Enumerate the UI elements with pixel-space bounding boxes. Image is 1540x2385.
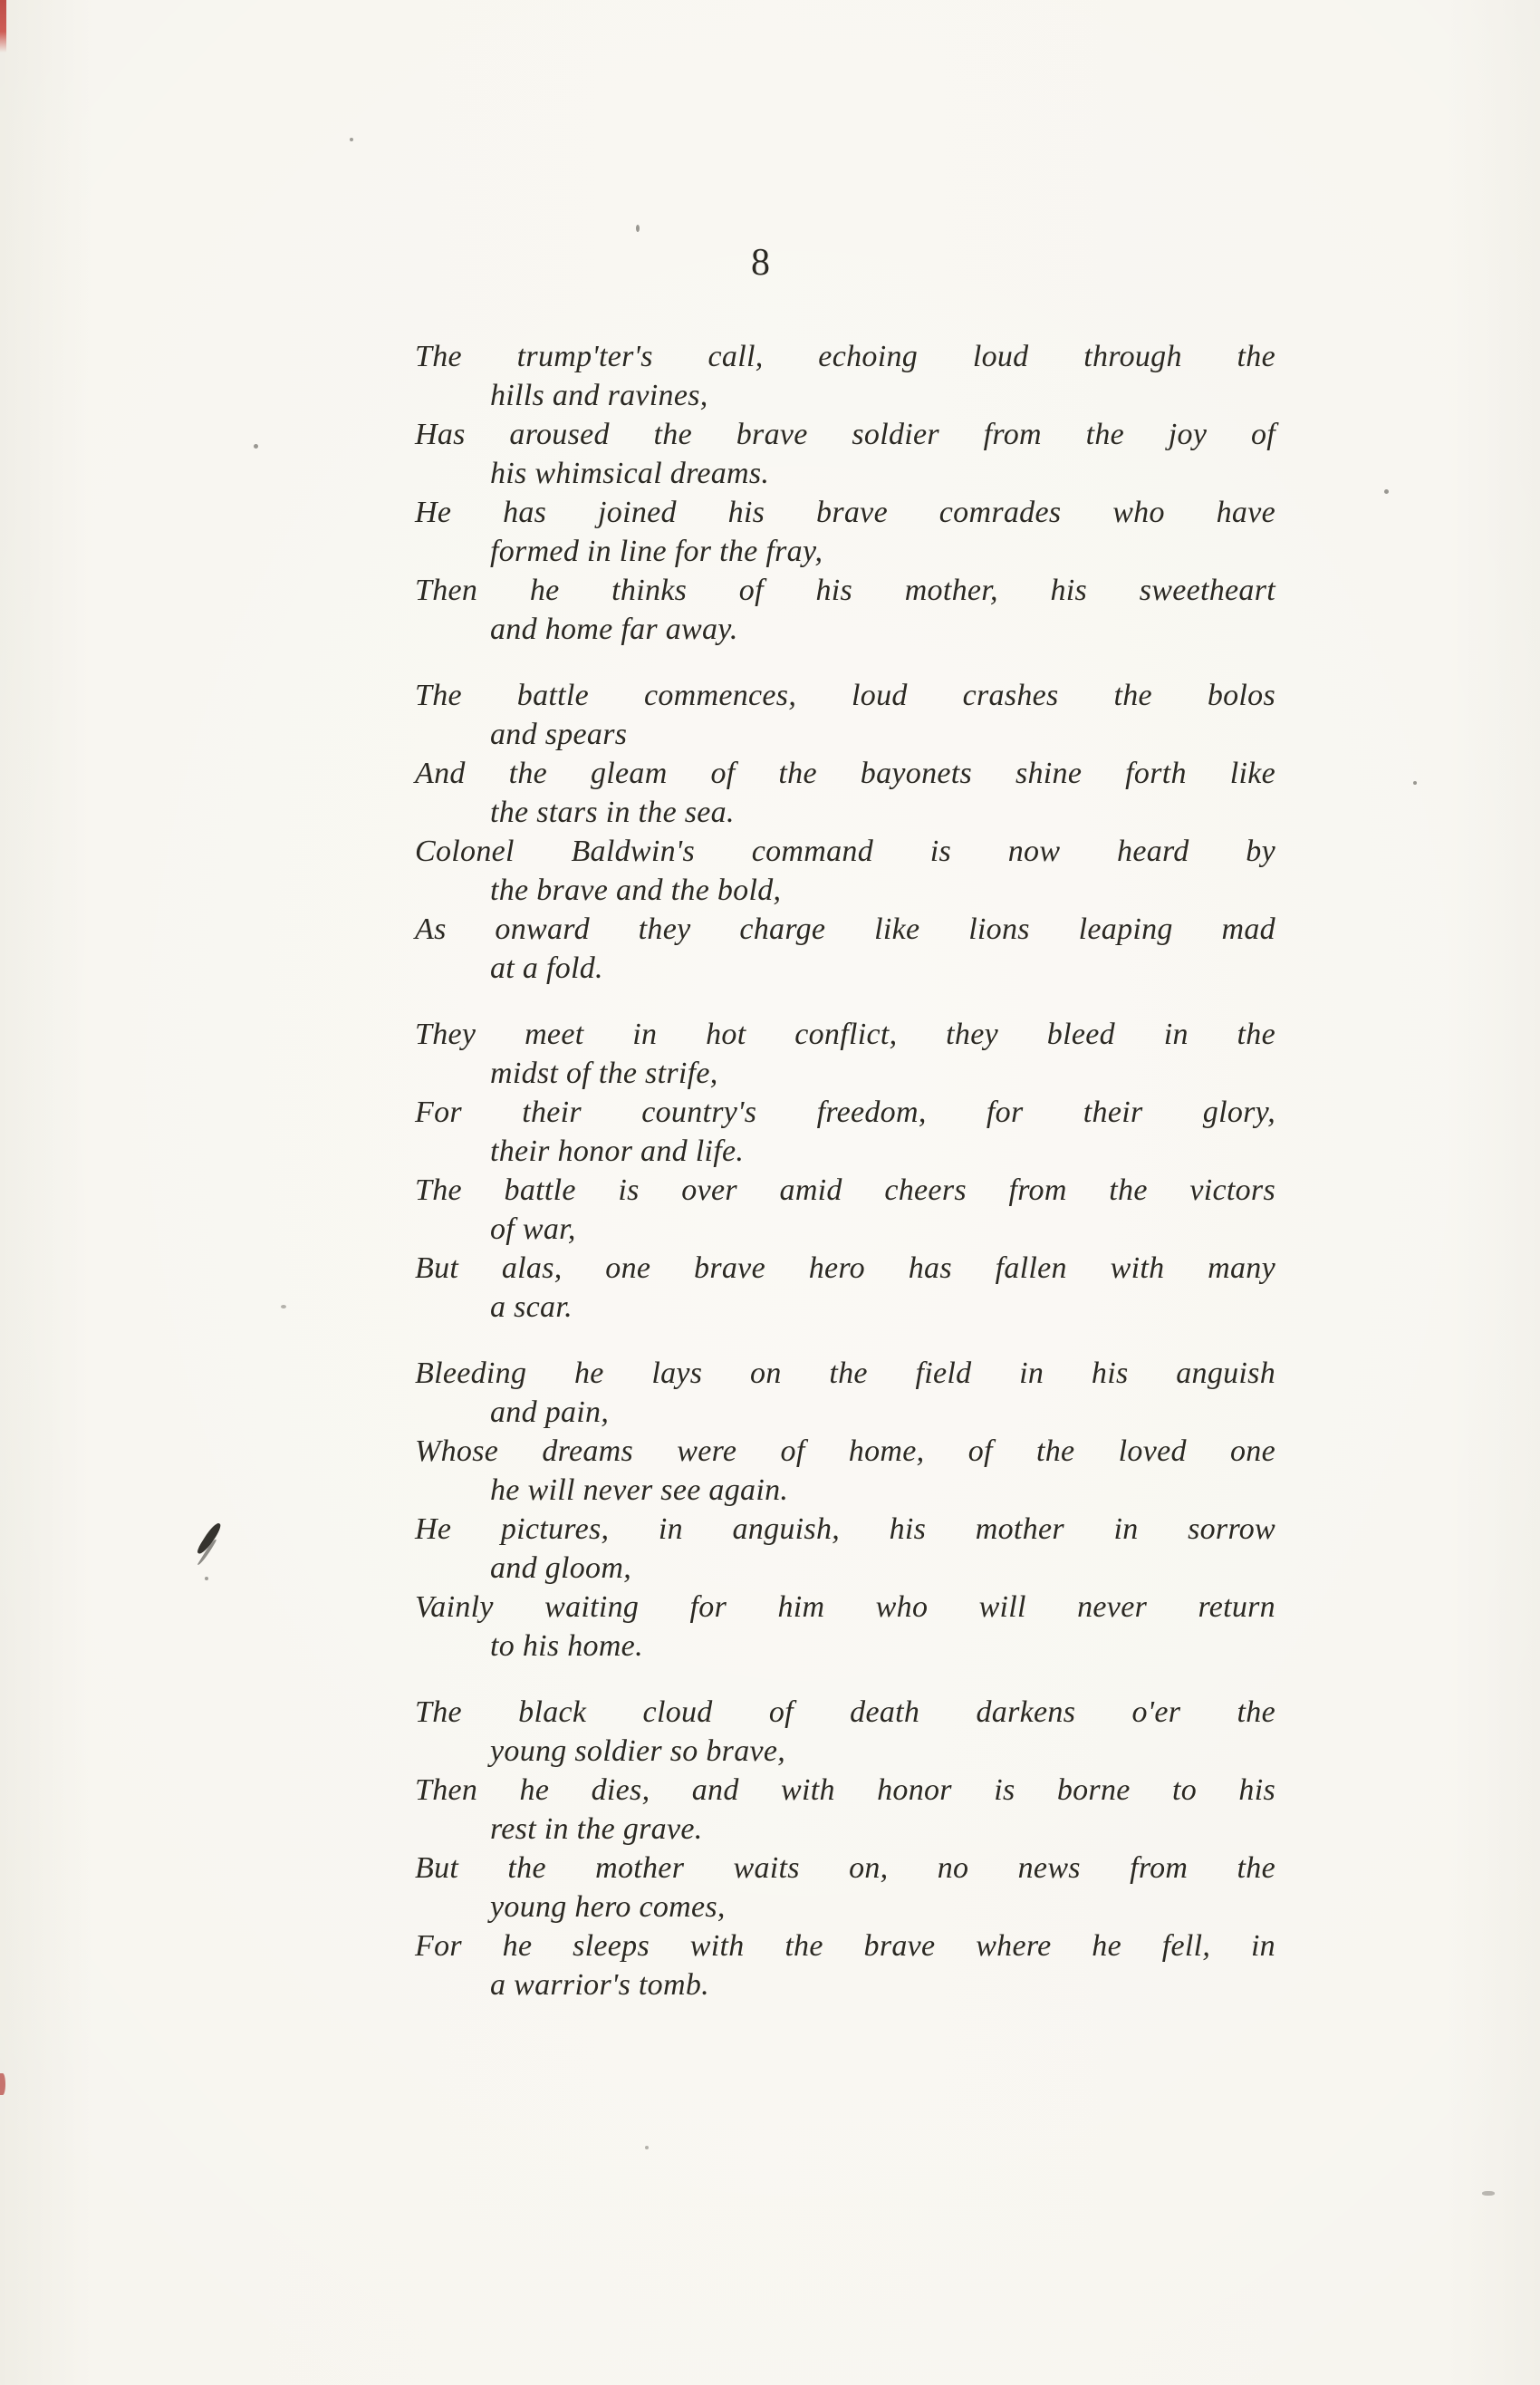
stanza xyxy=(415,1354,1275,1666)
verse-line xyxy=(415,571,1275,649)
verse-line xyxy=(415,1249,1275,1327)
verse-line-first: The black cloud of death darkens o'er the xyxy=(415,1695,1275,1729)
scan-speck xyxy=(254,444,258,449)
stanza xyxy=(415,1015,1275,1327)
verse-line-continuation: his whimsical dreams. xyxy=(490,457,770,490)
verse-line-first: Bleeding he lays on the field in his anguish xyxy=(415,1357,1275,1390)
verse-line-continuation: the brave and the bold, xyxy=(490,874,782,907)
verse-line-continuation: and pain, xyxy=(490,1395,610,1429)
verse-line xyxy=(415,1849,1275,1926)
verse-line-first: The battle commences, loud crashes the bolos xyxy=(415,679,1275,712)
verse-line xyxy=(415,1354,1275,1432)
verse-line-continuation: midst of the strife, xyxy=(490,1057,718,1090)
verse-line-first: The battle is over amid cheers from the victors xyxy=(415,1173,1275,1207)
scan-speck xyxy=(205,1577,208,1580)
verse-line-continuation: young soldier so brave, xyxy=(490,1734,786,1768)
verse-line-continuation: a scar. xyxy=(490,1290,573,1324)
verse-line-first: And the gleam of the bayonets shine forth like xyxy=(415,757,1275,790)
verse-line-first: Then he thinks of his mother, his sweetheart xyxy=(415,574,1275,607)
scan-speck xyxy=(645,2146,649,2149)
verse-line-first: But the mother waits on, no news from the xyxy=(415,1851,1275,1885)
verse-line-first: The trump'ter's call, echoing loud through the xyxy=(415,340,1275,373)
scan-speck xyxy=(1413,781,1417,785)
scan-speck xyxy=(1384,489,1389,494)
verse-line-continuation: hills and ravines, xyxy=(490,379,708,412)
verse-line xyxy=(415,1432,1275,1510)
verse-line-first: Colonel Baldwin's command is now heard by xyxy=(415,835,1275,868)
verse-line-first: They meet in hot conflict, they bleed in the xyxy=(415,1018,1275,1051)
verse-line-continuation: formed in line for the fray, xyxy=(490,535,823,568)
verse-line xyxy=(415,337,1275,415)
verse-line-first: Vainly waiting for him who will never return xyxy=(415,1590,1275,1624)
stanza xyxy=(415,1693,1275,2004)
verse-line-continuation: the stars in the sea. xyxy=(490,796,735,829)
verse-line xyxy=(415,1171,1275,1249)
verse-line-continuation: and gloom, xyxy=(490,1551,631,1585)
scan-speck xyxy=(1482,2191,1495,2196)
verse-line xyxy=(415,754,1275,832)
scan-edge-mark-top xyxy=(0,0,6,53)
verse-line xyxy=(415,1771,1275,1849)
verse-line-continuation: young hero comes, xyxy=(490,1890,726,1924)
verse-line xyxy=(415,910,1275,988)
verse-line xyxy=(415,415,1275,493)
verse-line-first: For their country's freedom, for their glory, xyxy=(415,1096,1275,1129)
verse-line-first: For he sleeps with the brave where he fell, in xyxy=(415,1929,1275,1963)
verse-line-first: As onward they charge like lions leaping mad xyxy=(415,912,1275,946)
verse-line xyxy=(415,1510,1275,1588)
scan-speck xyxy=(350,138,353,141)
verse-line xyxy=(415,676,1275,754)
verse-line-continuation: he will never see again. xyxy=(490,1473,789,1507)
scan-speck xyxy=(281,1305,286,1308)
page-number: 8 xyxy=(751,242,771,284)
verse-line xyxy=(415,1693,1275,1771)
verse-line xyxy=(415,832,1275,910)
verse-line-continuation: and spears xyxy=(490,718,628,751)
verse-line-continuation: a warrior's tomb. xyxy=(490,1968,709,2002)
poem xyxy=(415,337,1275,2032)
scan-edge-mark-bottom xyxy=(0,2073,5,2095)
verse-line xyxy=(415,1093,1275,1171)
stanza xyxy=(415,676,1275,988)
verse-line xyxy=(415,493,1275,571)
verse-line-first: He has joined his brave comrades who have xyxy=(415,496,1275,529)
verse-line-continuation: to his home. xyxy=(490,1629,643,1663)
verse-line xyxy=(415,1926,1275,2004)
verse-line xyxy=(415,1015,1275,1093)
verse-line-first: Whose dreams were of home, of the loved one xyxy=(415,1434,1275,1468)
verse-line-first: But alas, one brave hero has fallen with many xyxy=(415,1251,1275,1285)
ink-smudge xyxy=(196,1521,223,1556)
verse-line-first: Has aroused the brave soldier from the joy of xyxy=(415,418,1275,451)
verse-line-continuation: rest in the grave. xyxy=(490,1812,703,1846)
verse-line-first: He pictures, in anguish, his mother in sorrow xyxy=(415,1512,1275,1546)
verse-line-continuation: and home far away. xyxy=(490,613,738,646)
scan-speck xyxy=(636,225,640,232)
verse-line-first: Then he dies, and with honor is borne to his xyxy=(415,1773,1275,1807)
verse-line xyxy=(415,1588,1275,1666)
stanza xyxy=(415,337,1275,649)
verse-line-continuation: of war, xyxy=(490,1212,576,1246)
verse-line-continuation: their honor and life. xyxy=(490,1135,745,1168)
verse-line-continuation: at a fold. xyxy=(490,951,603,985)
